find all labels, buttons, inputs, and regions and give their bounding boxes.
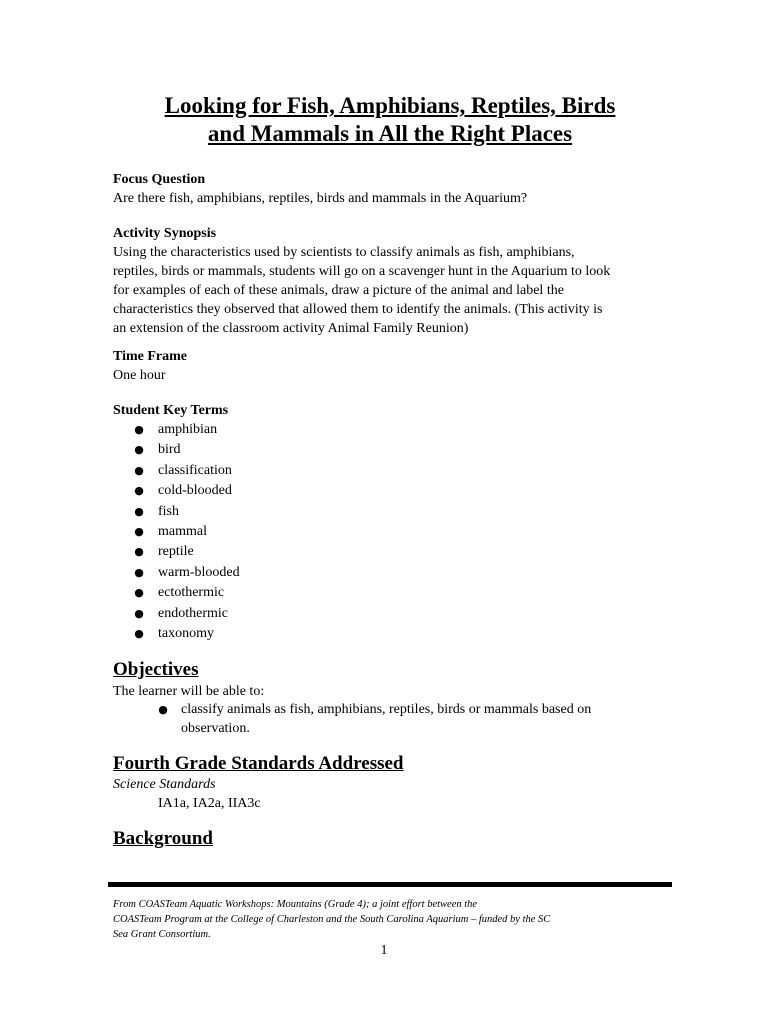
title-line-1: Looking for Fish, Amphibians, Reptiles, Birds: [164, 93, 616, 118]
background-heading: Background: [113, 828, 213, 849]
bullet-icon: ●: [134, 423, 144, 436]
list-item: [113, 542, 240, 562]
objective-text: classify animals as fish, amphibians, reptiles, birds or mammals based on observation.: [181, 702, 592, 736]
bullet-icon: ●: [134, 443, 144, 457]
key-terms-list: [113, 420, 240, 644]
list-item: [113, 481, 240, 501]
objectives-list: [113, 700, 633, 738]
bullet-icon: ●: [134, 504, 144, 518]
key-term: ectothermic: [158, 585, 225, 601]
objectives-heading: Objectives: [113, 659, 199, 680]
key-term: reptile: [158, 544, 194, 560]
standards-section: [113, 775, 673, 813]
synopsis-line: an extension of the classroom activity Animal Family Reunion): [113, 321, 469, 336]
synopsis-line: Using the characteristics used by scientists to classify animals as fish, amphibians,: [113, 245, 575, 260]
bullet-icon: ●: [134, 545, 144, 559]
list-item: [113, 440, 240, 460]
key-term: amphibian: [158, 422, 218, 437]
list-item: [113, 624, 240, 644]
time-frame-section: [113, 347, 673, 385]
list-item: [113, 563, 240, 583]
key-term: bird: [158, 442, 181, 458]
synopsis-line: reptiles, birds or mammals, students will go on a scavenger hunt in the Aquarium to look: [113, 264, 611, 279]
standards-codes: IA1a, IA2a, IIA3c: [158, 796, 261, 811]
bullet-icon: ●: [134, 586, 144, 600]
activity-synopsis-section: [113, 224, 673, 338]
key-term: classification: [158, 462, 232, 478]
time-frame-text: One hour: [113, 368, 166, 383]
list-item: [113, 502, 240, 522]
footer-divider: [108, 882, 672, 887]
objectives-intro: [113, 682, 673, 701]
bullet-icon: ●: [134, 524, 144, 538]
time-frame-label: Time Frame: [113, 349, 187, 364]
bullet-icon: ●: [134, 626, 144, 640]
focus-question-section: [113, 170, 673, 208]
title-line-2: and Mammals in All the Right Places: [207, 121, 573, 146]
bullet-icon: ●: [134, 606, 144, 620]
bullet-icon: ●: [134, 565, 144, 579]
bullet-icon: ●: [158, 703, 168, 716]
key-term: fish: [158, 503, 179, 519]
science-standards-label: Science Standards: [113, 777, 216, 792]
list-item: [113, 522, 240, 542]
footer-line: COASTeam Program at the College of Charleston and the South Carolina Aquarium – funded by the SC: [113, 914, 551, 925]
key-terms-label: Student Key Terms: [113, 403, 229, 418]
footer-line: Sea Grant Consortium.: [113, 929, 211, 940]
focus-question-text: Are there fish, amphibians, reptiles, birds and mammals in the Aquarium?: [113, 191, 528, 206]
bullet-icon: ●: [134, 463, 144, 477]
key-term: cold-blooded: [158, 483, 232, 499]
list-item: [113, 700, 633, 738]
bullet-icon: ●: [134, 484, 144, 498]
document-title: [100, 92, 680, 148]
standards-heading: Fourth Grade Standards Addressed: [113, 753, 404, 774]
list-item: [113, 461, 240, 481]
key-term: mammal: [158, 523, 207, 539]
objectives-intro-text: The learner will be able to:: [113, 684, 265, 699]
list-item: [113, 604, 240, 624]
footer-credit: [113, 897, 658, 942]
list-item: [113, 420, 240, 440]
key-terms-section: [113, 401, 673, 420]
page-number: 1: [380, 943, 388, 958]
focus-question-label: Focus Question: [113, 172, 206, 187]
key-term: warm-blooded: [158, 564, 240, 580]
activity-synopsis-label: Activity Synopsis: [113, 226, 217, 241]
key-term: taxonomy: [158, 625, 214, 641]
footer-line: From COASTeam Aquatic Workshops: Mountains (Grade 4); a joint effort between the: [113, 899, 478, 910]
list-item: [113, 583, 240, 603]
key-term: endothermic: [158, 605, 228, 621]
synopsis-line: for examples of each of these animals, draw a picture of the animal and label the: [113, 283, 564, 298]
synopsis-line: characteristics they observed that allowed them to identify the animals. (This activity is: [113, 302, 603, 317]
